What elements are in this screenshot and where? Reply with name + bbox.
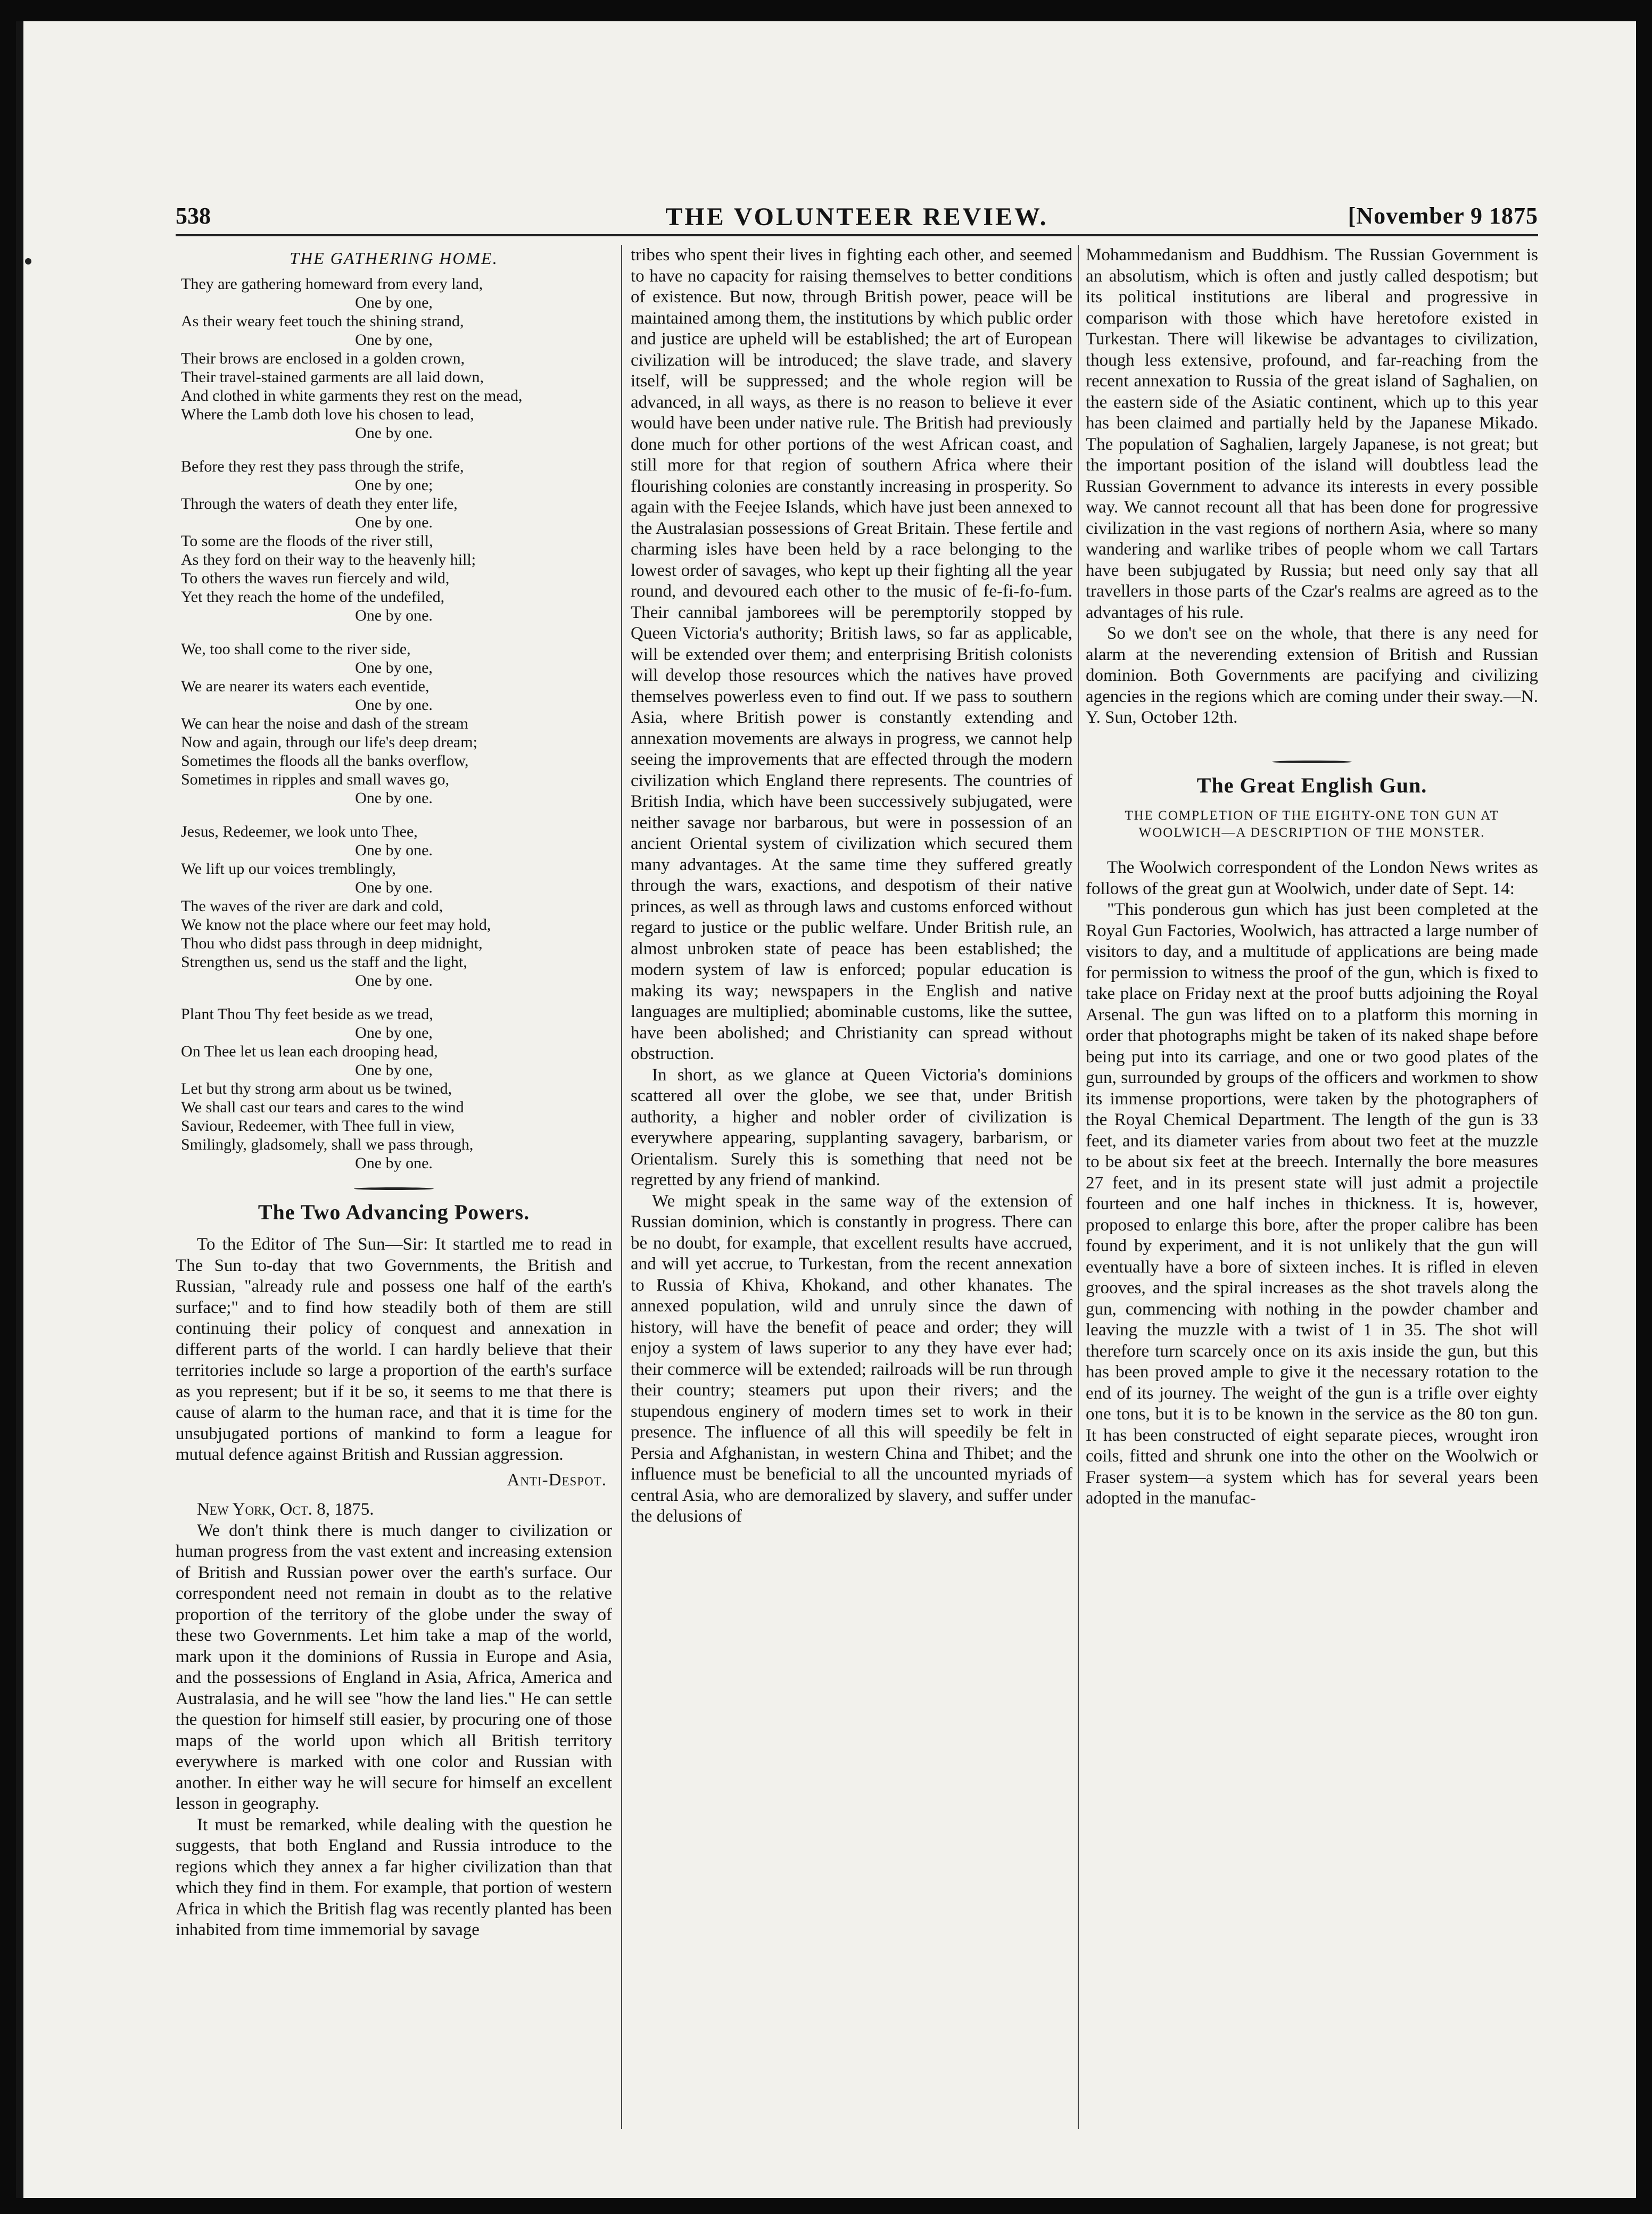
masthead: THE VOLUNTEER REVIEW. [665,203,1048,231]
article-title: The Two Advancing Powers. [258,1200,530,1224]
header-rule [176,234,1538,236]
article-title: The Great English Gun. [1196,773,1427,797]
poem-line: Yet they reach the home of the undefiled, [181,588,445,606]
poem-line: We know not the place where our feet may hold, [181,915,491,933]
poem-line: Before they rest they pass through the strife, [181,457,464,475]
letter-signature: Anti-Despot. [507,1470,607,1490]
letter-dateline: New York, Oct. 8, 1875. [197,1500,374,1519]
poem-line: One by one, [355,1061,433,1079]
article-paragraph: Mohammedanism and Buddhism. The Russian Government is an absolutism, which is often and justly called despotism; but its political institutions are liberal and progressive in comparison with those which have heretofore existed in Turkestan. There will likewise be advantages to civilization, though less extensive, profound, and far-reaching from the recent annexation to Russia of the great island of Saghalien, on the eastern side of the Asiatic continent, which up to this year has been claimed and partially held by the Japanese Mikado. The population of Saghalien, largely Japanese, is not great; but the important position of the island will doubtless lead the Russian Government to advance its interests in every possible way. We cannot recount all that has been done for progressive civilization in the vast regions of northern Asia, where so many wandering and warlike tribes of people whom we call Tartars have been subjugated by Russia; but need only say that all travellers in those parts of the Czar's realms are agreed as to the advantages of his rule. [1086,245,1538,622]
poem [176,275,612,1172]
poem-line: Saviour, Redeemer, with Thee full in view, [181,1117,455,1135]
poem-line: The waves of the river are dark and cold, [181,897,443,915]
article-paragraph: In short, as we glance at Queen Victoria's dominions scattered all over the globe, we see that, under British authority, a higher and nobler order of civilization is everywhere appearing, supplanting savagery, barbarism, or Orientalism. Surely this is something that need not be regretted by any friend of mankind. [631,1065,1072,1189]
poem-line: One by one, [355,293,433,311]
poem-line: One by one. [355,696,433,714]
poem-line: Now and again, through our life's deep dream; [181,733,477,751]
poem-line: One by one. [355,789,433,807]
column-3 [1086,245,1538,2129]
poem-line: One by one, [355,331,433,349]
poem-stanza [176,457,612,625]
poem-line: To some are the floods of the river still, [181,532,433,550]
poem-line: One by one, [355,658,433,676]
poem-line: One by one. [355,841,433,859]
poem-line: One by one. [355,424,433,442]
poem-line: They are gathering homeward from every land, [181,275,483,293]
poem-line: We lift up our voices tremblingly, [181,860,396,878]
poem-line: We can hear the noise and dash of the stream [181,714,468,732]
poem-stanza [176,1005,612,1172]
poem-line: As their weary feet touch the shining strand, [181,312,464,330]
scan-edge [16,21,23,2198]
article-paragraph: We might speak in the same way of the extension of Russian dominion, which is constantly in progress. There can be no doubt, for example, that excellent results have accrued, and will yet accrue, to Turkestan, from the recent annexation to Russia of Khiva, Khokand, and other khanates. The annexed population, wild and unruly since the dawn of history, will have the benefit of peace and order; they will enjoy a system of laws superior to any they have ever had; their commerce will be extended; railroads will be run through their country; steamers put upon their rivers; and the stupendous enginery of modern times set to work in their presence. The influence of all this will speedily be felt in Persia and Afghanistan, in western China and Thibet; and the influence must be beneficial to all the uncounted myriads of central Asia, who are demoralized by slavery, and suffer under the delusions of [631,1191,1072,1526]
poem-line: We are nearer its waters each eventide, [181,677,429,695]
article-paragraph: tribes who spent their lives in fighting each other, and seemed to have no capacity for raising themselves to better conditions of existence. But now, through British power, peace will be maintained among them, the institutions by which public order and justice are upheld will be established; the art of European civilization will be introduced; the slave trade, and slavery itself, will be suppressed; and the whole region will be advanced, in all ways, as there is no reason to believe it ever would have been under native rule. The British had previously done much for other portions of the west African coast, and still more for that region of southern Africa where their flourishing colonies are constantly increasing in prosperity. So again with the Feejee Islands, which have just been annexed to the Australasian possessions of Great Britain. These fertile and charming isles have been held by a race belonging to the lowest order of savages, who kept up their fighting all the year round, and devoured each other to the music of fe-fi-fo-fum. Their cannibal jamborees will be peremptorily stopped by Queen Victoria's authority; British laws, so far as applicable, will be extended over them; and enterprising British colonists will develop those resources which the natives have proved themselves powerless even to find out. If we pass to southern Asia, where British power is constantly extending and annexation movements are always in progress, we cannot help seeing the improvements that are effected through the modern civilization which England there represents. The countries of British India, which have been successively subjugated, were neither savage nor barbarous, but were in possession of an ancient Oriental system of civilization which secured them many advantages. At the same time they suffered greatly through the wars, exactions, and despotism of their native princes, as well as through laws and customs enforced without regard to justice or the public welfare. Under British rule, an almost unbroken state of peace has been established; the modern system of law is enforced; popular education is making its way; newspapers in the English and native languages are multiplied; abominable customs, like the suttee, have been abolished; and Christianity can spread without obstruction. [631,245,1072,1063]
column-rule [1078,245,1079,2129]
article-paragraph: So we don't see on the whole, that there is any need for alarm at the neverending extension of British and Russian dominion. Both Governments are pacifying and civilizing agencies in the regions which are coming under their sway.—N. Y. Sun, October 12th. [1086,624,1538,727]
article-paragraph: The Woolwich correspondent of the London News writes as follows of the great gun at Woolwich, under date of Sept. 14: [1086,858,1538,898]
newspaper-page [16,21,1636,2198]
poem-title: THE GATHERING HOME. [290,249,498,268]
ink-spot [25,258,31,265]
poem-line: Let but thy strong arm about us be twined, [181,1079,452,1097]
poem-line: To others the waves run fiercely and wild, [181,569,450,587]
article-paragraph: "This ponderous gun which has just been completed at the Royal Gun Factories, Woolwich, has attracted a large number of visitors to day, and a multitude of applications are being made for permission to witness the proof of the gun, which is fixed to take place on Friday next at the proof butts adjoining the Royal Arsenal. The gun was lifted on to a platform this morning in order that photographs might be taken of its naked shape before being put into its carriage, and one or two good plates of the gun, surrounded by groups of the officers and workmen to show its immense proportions, were taken by the photographers of the Royal Chemical Department. The length of the gun is 33 feet, and its diameter varies from about two feet at the muzzle to be about six feet at the breech. Internally the bore measures 27 feet, and in its present state will just admit a projectile fourteen and one half inches in thickness. It is, however, proposed to enlarge this bore, after the proper calibre has been found by experiment, and it is not unlikely that the gun will eventually have a bore of sixteen inches. It is rifled in eleven grooves, and the spiral increases as the shot travels along the gun, commencing with nothing in the powder chamber and leaving the muzzle with a twist of 1 in 35. The shot will therefore turn scarcely once on its axis inside the gun, but this has been proved ample to give it the necessary rotation to the end of its journey. The weight of the gun is a trifle over eighty one tons, but it is to be known in the service as the 80 ton gun. It has been constructed of eight separate pieces, wrought iron coils, fitted and shrunk one into the other on the Woolwich or Fraser system—a system which has for several years been adopted in the manufac- [1086,900,1538,1508]
article-subheading: THE COMPLETION OF THE EIGHTY-ONE TON GUN AT WOOLWICH—A DESCRIPTION OF THE MONSTER. [1125,808,1499,840]
poem-line: Where the Lamb doth love his chosen to lead, [181,405,474,423]
page-number: 538 [176,203,211,229]
poem-line: Through the waters of death they enter life, [181,494,458,513]
poem-line: Plant Thou Thy feet beside as we tread, [181,1005,433,1023]
article-paragraph: We don't think there is much danger to civilization or human progress from the vast extent and increasing extension of British and Russian power over the earth's surface. Our correspondent need not remain in doubt as to the relative proportion of the territory of the globe under the sway of these two Governments. Let him take a map of the world, mark upon it the dominions of Russia in Europe and Asia, and the possessions of England in Asia, Africa, America and Australasia, and he will see "how the land lies." He can settle the question for himself still easier, by procuring one of those maps of the world upon which all British territory everywhere is marked with one color and Russian with another. In either way he will secure for himself an excellent lesson in geography. [176,1521,612,1813]
poem-line: As they ford on their way to the heavenly hill; [181,550,476,568]
poem-line: Smilingly, gladsomely, shall we pass through, [181,1135,474,1153]
poem-line: On Thee let us lean each drooping head, [181,1042,438,1060]
letter-text: To the Editor of The Sun—Sir: It startled me to read in The Sun to-day that two Governments, the British and Russian, "already rule and possess one half of the earth's surface;" and to find how steadily both of them are still continuing their policy of conquest and annexation in different parts of the world. I can hardly believe that their territories include so large a proportion of the earth's surface as you represent; but if it be so, it seems to me that there is cause of alarm to the human race, and that it is time for the unsubjugated portions of mankind to form a league for mutual defence against British and Russian aggression. [176,1235,612,1464]
section-separator [354,1187,434,1190]
poem-line: Sometimes in ripples and small waves go, [181,770,450,788]
column-rule [621,245,622,2129]
poem-line: We, too shall come to the river side, [181,640,411,658]
poem-line: One by one. [355,513,433,531]
column-2 [631,245,1072,2129]
poem-line: One by one. [355,878,433,896]
poem-line: Strengthen us, send us the staff and the light, [181,953,467,971]
poem-stanza [176,822,612,990]
issue-date: [November 9 1875 [1348,203,1538,229]
poem-line: We shall cast our tears and cares to the wind [181,1098,464,1116]
poem-line: Sometimes the floods all the banks overflow, [181,751,469,770]
poem-line: One by one. [355,606,433,624]
poem-line: One by one; [354,476,433,494]
poem-line: Thou who didst pass through in deep midnight, [181,934,483,952]
poem-line: One by one. [355,971,433,989]
poem-stanza [176,275,612,442]
column-1 [176,245,612,2129]
poem-line: One by one, [355,1023,433,1042]
poem-line: And clothed in white garments they rest on the mead, [181,386,523,404]
poem-stanza [176,640,612,807]
poem-line: One by one. [355,1154,433,1172]
poem-line: Their travel-stained garments are all laid down, [181,368,484,386]
poem-line: Jesus, Redeemer, we look unto Thee, [181,822,418,840]
section-separator [1272,761,1352,763]
poem-line: Their brows are enclosed in a golden crown, [181,349,465,367]
article-paragraph: It must be remarked, while dealing with the question he suggests, that both England and Russia introduce to the regions which they annex a far higher civilization than that which they find in them. For example, that portion of western Africa in which the British flag was recently planted has been inhabited from time immemorial by savage [176,1815,612,1939]
